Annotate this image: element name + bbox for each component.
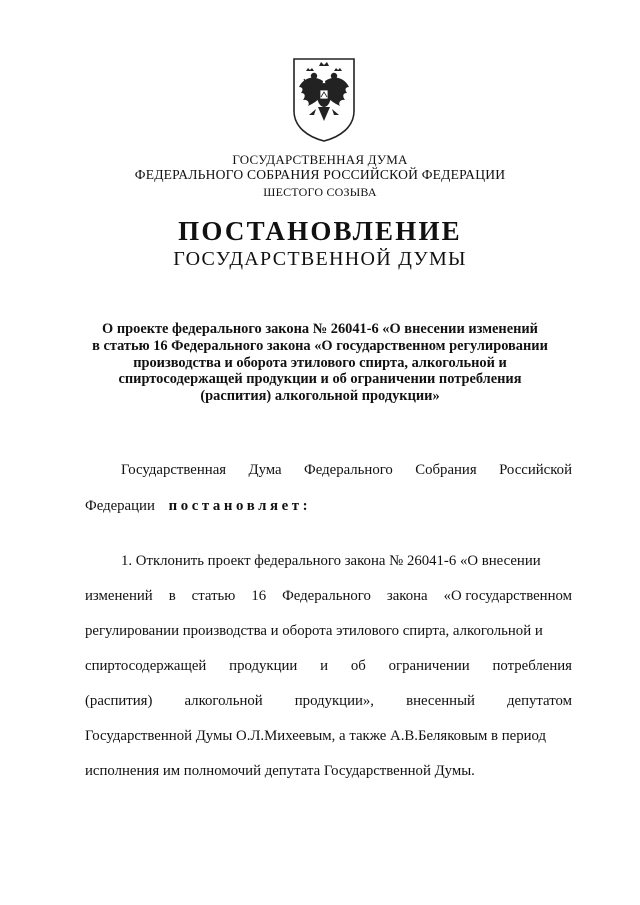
subject-line: О проекте федерального закона № 26041-6 «О внесении изменений (102, 321, 538, 337)
decree-verb: постановляет: (168, 498, 312, 514)
paragraph1-line7: исполнения им полномочий депутата Государственной Думы. (85, 763, 475, 779)
subject-line: (распития) алкогольной продукции» (200, 388, 440, 405)
preamble-word: Дума (248, 462, 282, 478)
preamble-word: Российской (499, 462, 572, 478)
paragraph1-line4 (85, 657, 572, 675)
org-name-line2: ФЕДЕРАЛЬНОГО СОБРАНИЯ РОССИЙСКОЙ ФЕДЕРАЦИИ (134, 167, 506, 182)
paragraph-word: Федерального (282, 588, 371, 604)
paragraph-word: продукции», (294, 693, 375, 709)
subject-line: производства и оборота этилового спирта, алкогольной и (133, 354, 507, 371)
paragraph-word: ограничении (388, 658, 470, 674)
paragraph1-line2 (85, 587, 572, 605)
paragraph1-line3: регулировании производства и оборота этилового спирта, алкогольной и (85, 623, 543, 639)
paragraph-word: закона (386, 588, 428, 604)
paragraph-word: «О государственном (443, 588, 572, 604)
document-subtitle: ГОСУДАРСТВЕННОЙ ДУМЫ (173, 248, 467, 270)
paragraph-word: и (320, 658, 329, 674)
paragraph-word: (распития) (85, 693, 153, 709)
document-title: ПОСТАНОВЛЕНИЕ (178, 216, 462, 246)
paragraph-word: алкогольной (184, 693, 263, 709)
preamble-line2 (85, 497, 311, 515)
paragraph1-line5 (85, 692, 572, 710)
convocation-line: ШЕСТОГО СОЗЫВА (263, 185, 377, 199)
preamble-word: Государственная (121, 462, 227, 478)
preamble-federation: Федерации (85, 498, 155, 514)
paragraph-word: изменений (85, 588, 153, 604)
paragraph-word: статью (191, 588, 236, 604)
subject-line: в статью 16 Федерального закона «О государственном регулировании (92, 337, 548, 354)
paragraph-word: об (350, 658, 366, 674)
paragraph-word: потребления (492, 658, 572, 674)
org-name-line1: ГОСУДАРСТВЕННАЯ ДУМА (232, 152, 408, 167)
resolution-subject (70, 321, 570, 405)
paragraph-word: продукции (229, 658, 298, 674)
paragraph-word: спиртосодержащей (85, 658, 207, 674)
paragraph1-line1: 1. Отклонить проект федерального закона № 26041-6 «О внесении (121, 553, 541, 569)
paragraph-word: в (168, 588, 176, 604)
preamble-line1 (121, 461, 572, 479)
paragraph1-line6: Государственной Думы О.Л.Михеевым, а также А.В.Беляковым в период (85, 728, 547, 744)
paragraph-word: депутатом (507, 693, 572, 709)
paragraph-word: внесенный (406, 693, 475, 709)
subject-line: спиртосодержащей продукции и об ограничении потребления (118, 371, 522, 388)
paragraph-word: 16 (251, 588, 267, 604)
preamble-word: Собрания (415, 462, 477, 478)
preamble-word: Федерального (304, 462, 393, 478)
russian-coat-of-arms-icon (292, 57, 356, 143)
